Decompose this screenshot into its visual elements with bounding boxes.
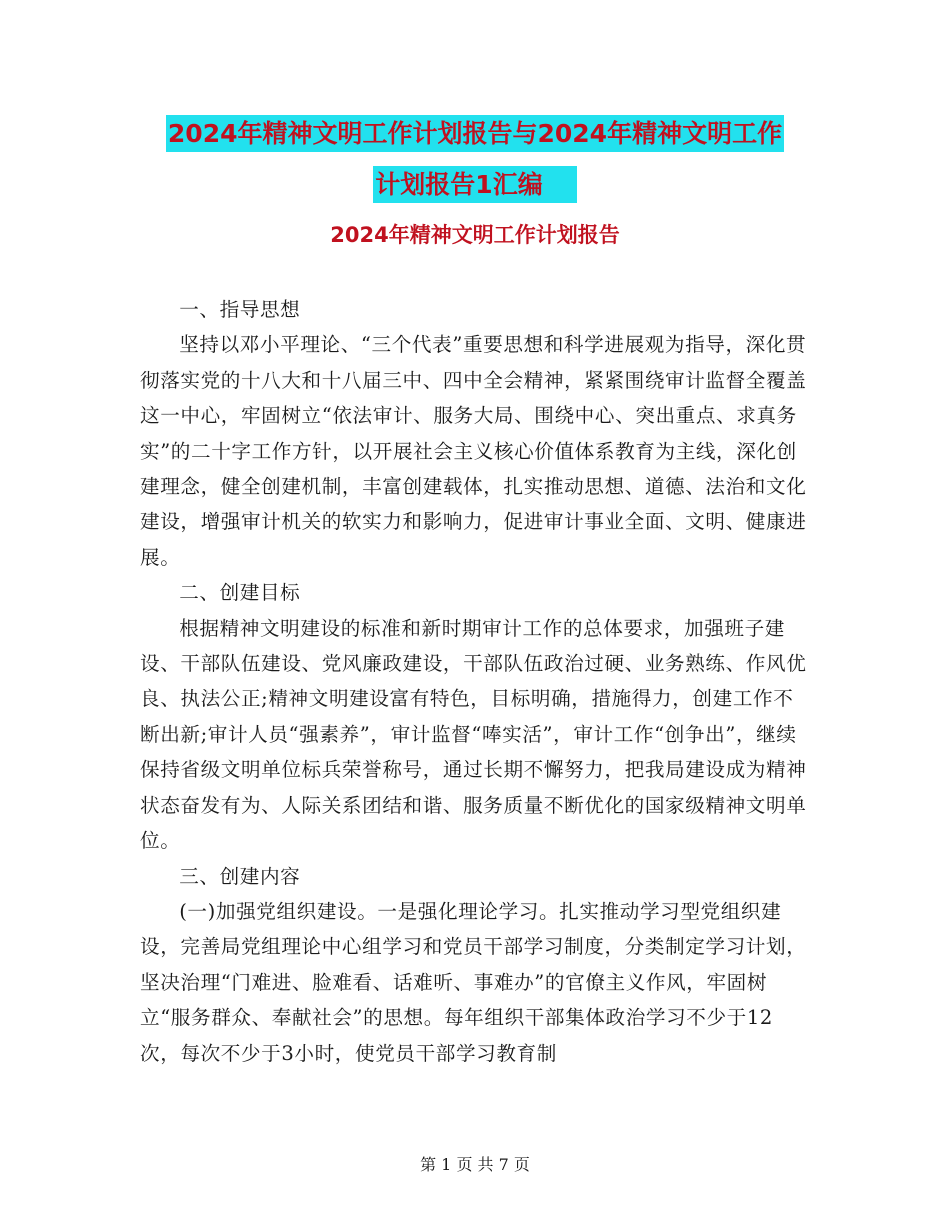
paragraph-guiding-ideology: 坚持以邓小平理论、“三个代表”重要思想和科学进展观为指导，深化贯彻落实党的十八大和十八届三中、四中全会精神，紧紧围绕审计监督全覆盖这一中心，牢固树立“依法审计、服务大局、围绕中心、突出重点、求真务实”的二十字工作方针，以开展社会主义核心价值体系教育为主线，深化创建理念，健全创建机制，丰富创建载体，扎实推动思想、道德、法治和文化建设，增强审计机关的软实力和影响力，促进审计事业全面、文明、健康进展。 — [140, 333, 807, 569]
page-number-footer: 第 1 页 共 7 页 — [420, 1155, 530, 1174]
document-body — [140, 292, 810, 1071]
document-title — [0, 108, 950, 210]
paragraph-goals: 根据精神文明建设的标准和新时期审计工作的总体要求，加强班子建设、干部队伍建设、党风廉政建设，干部队伍政治过硬、业务熟练、作风优良、执法公正;精神文明建设富有特色，目标明确，措施得力，创建工作不断出新;审计人员“强素养”，审计监督“唪实活”，审计工作“创争出”，继续保持省级文明单位标兵荣誉称号，通过长期不懈努力，把我局建设成为精神状态奋发有为、人际关系团结和谐、服务质量不断优化的国家级精神文明单位。 — [140, 616, 807, 853]
title-line-1: 2024年精神文明工作计划报告与2024年精神文明工作 — [166, 115, 784, 152]
heading-guiding-ideology: 一、指导思想 — [179, 298, 301, 321]
title-line-2: 计划报告1汇编 — [373, 166, 576, 203]
heading-content: 三、创建内容 — [179, 864, 301, 888]
paragraph-party-building: (一)加强党组织建设。一是强化理论学习。扎实推动学习型党组织建设，完善局党组理论中心组学习和党员干部学习制度，分类制定学习计划，坚决治理“门难进、脸难看、话难听、事难办”的官僚主义作风，牢固树立“服务群众、奉献社会”的思想。每年组织干部集体政治学习不少于12次，每次不少于3小时，使党员干部学习教育制 — [140, 899, 807, 1065]
heading-goals: 二、创建目标 — [179, 581, 301, 605]
section-title: 2024年精神文明工作计划报告 — [330, 223, 620, 247]
